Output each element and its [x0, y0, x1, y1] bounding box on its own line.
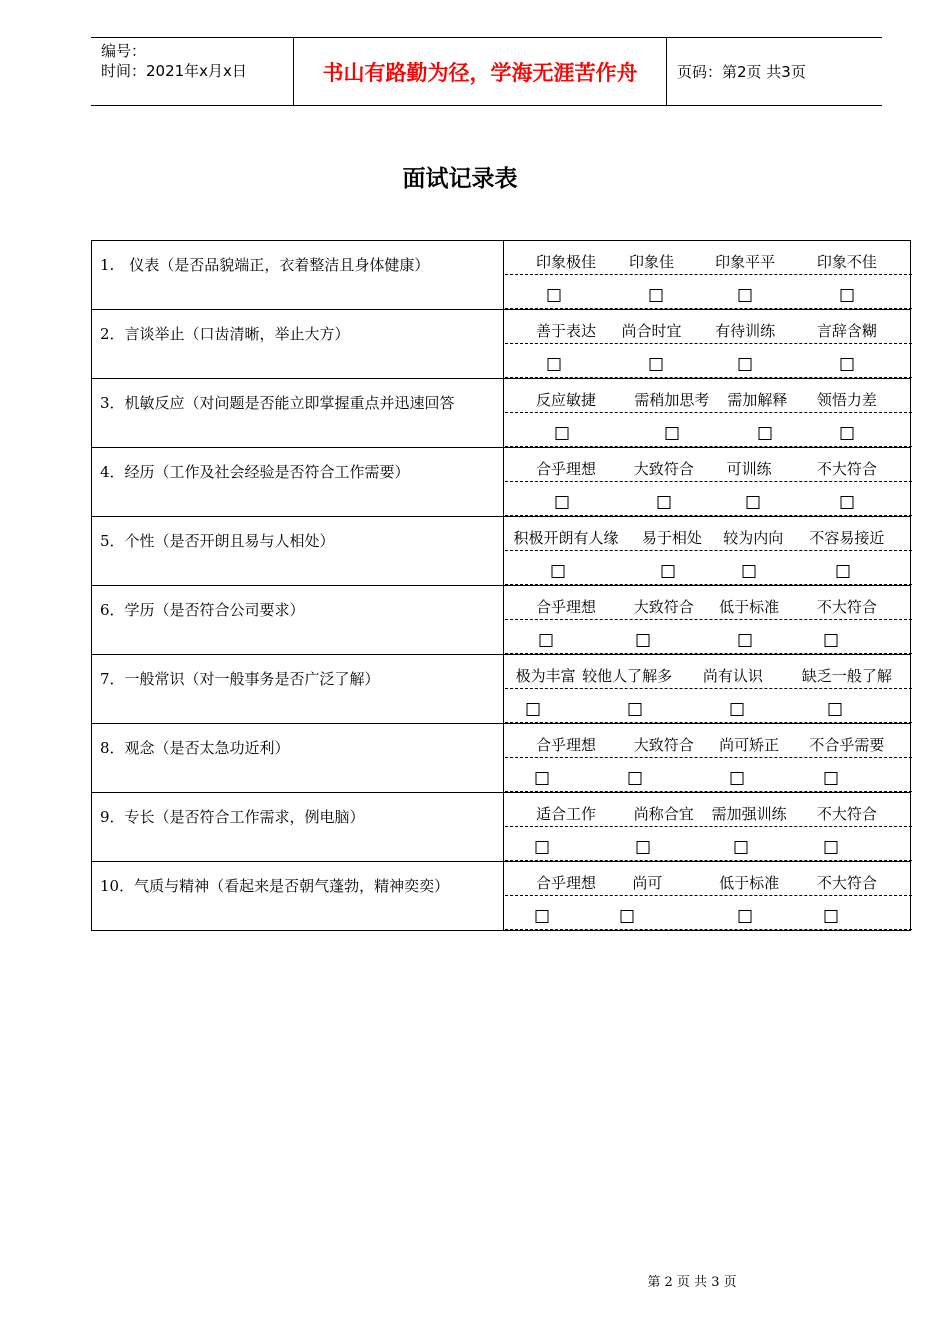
- question-row-7: [91, 655, 911, 724]
- header-meta: [91, 38, 293, 108]
- question-label: 10．气质与精神（看起来是否朝气蓬勃，精神奕奕）: [92, 862, 504, 930]
- question-label: 4．经历（工作及社会经验是否符合工作需要）: [92, 448, 504, 516]
- option-label: 大致符合: [633, 736, 694, 754]
- dashed-divider: [505, 722, 912, 723]
- option-label: 领悟力差: [816, 391, 877, 409]
- option-label: 不大符合: [816, 874, 877, 892]
- option-checkbox[interactable]: [547, 358, 560, 371]
- option-checkbox[interactable]: [637, 841, 650, 854]
- option-checkbox[interactable]: [629, 703, 642, 716]
- option-checkbox[interactable]: [747, 496, 760, 509]
- dashed-divider: [505, 481, 912, 482]
- option-checkbox[interactable]: [739, 634, 752, 647]
- option-checkbox[interactable]: [649, 358, 662, 371]
- question-row-5: [91, 517, 911, 586]
- option-label: 善于表达: [536, 322, 597, 340]
- answer-options: [505, 862, 912, 930]
- option-label: 印象不佳: [816, 253, 877, 271]
- question-label: 8．观念（是否太急功近利）: [92, 724, 504, 792]
- option-checkbox[interactable]: [555, 496, 568, 509]
- option-checkbox[interactable]: [840, 496, 853, 509]
- answer-options: [505, 379, 912, 447]
- dashed-divider: [505, 343, 912, 344]
- option-label: 易于相处: [641, 529, 702, 547]
- option-label: 尚可: [632, 874, 663, 892]
- dashed-divider: [505, 619, 912, 620]
- dashed-divider: [505, 308, 912, 309]
- option-label: 不大符合: [816, 805, 877, 823]
- option-checkbox[interactable]: [661, 565, 674, 578]
- answer-options: [505, 241, 912, 309]
- page-footer: 第 2 页 共 3 页: [647, 1275, 737, 1290]
- option-label: 尚有认识: [702, 667, 763, 685]
- dashed-divider: [505, 653, 912, 654]
- dashed-divider: [505, 929, 912, 930]
- dashed-divider: [505, 895, 912, 896]
- time-label: 时间：2021年x月x日: [101, 62, 247, 80]
- question-row-1: [91, 241, 911, 310]
- question-row-3: [91, 379, 911, 448]
- option-checkbox[interactable]: [739, 910, 752, 923]
- question-label: 2．言谈举止（口齿清晰，举止大方）: [92, 310, 504, 378]
- number-label: 编号：: [101, 42, 147, 60]
- question-row-9: [91, 793, 911, 862]
- question-row-8: [91, 724, 911, 793]
- dashed-divider: [505, 791, 912, 792]
- option-checkbox[interactable]: [828, 703, 841, 716]
- option-label: 大致符合: [633, 598, 694, 616]
- option-checkbox[interactable]: [739, 358, 752, 371]
- dashed-divider: [505, 826, 912, 827]
- option-label: 积极开朗有人缘: [513, 529, 619, 547]
- answer-options: [505, 586, 912, 654]
- option-label: 需加解释: [727, 391, 788, 409]
- option-label: 不容易接近: [809, 529, 885, 547]
- question-row-2: [91, 310, 911, 379]
- answer-options: [505, 655, 912, 723]
- option-label: 印象极佳: [536, 253, 597, 271]
- option-label: 合乎理想: [536, 598, 597, 616]
- option-label: 尚可矫正: [719, 736, 780, 754]
- option-label: 缺乏一般了解: [801, 667, 892, 685]
- dashed-divider: [505, 412, 912, 413]
- option-label: 合乎理想: [536, 460, 597, 478]
- question-row-4: [91, 448, 911, 517]
- option-checkbox[interactable]: [535, 772, 548, 785]
- option-label: 不大符合: [816, 460, 877, 478]
- option-label: 有待训练: [715, 322, 776, 340]
- question-row-6: [91, 586, 911, 655]
- option-checkbox[interactable]: [836, 565, 849, 578]
- option-checkbox[interactable]: [824, 910, 837, 923]
- option-checkbox[interactable]: [743, 565, 756, 578]
- header-motto: 书山有路勤为径，学海无涯苦作舟: [293, 38, 667, 105]
- option-label: 大致符合: [633, 460, 694, 478]
- question-label: 5．个性（是否开朗且易与人相处）: [92, 517, 504, 585]
- option-checkbox[interactable]: [824, 634, 837, 647]
- answer-options: [505, 793, 912, 861]
- dashed-divider: [505, 860, 912, 861]
- option-label: 极为丰富: [515, 667, 576, 685]
- dashed-divider: [505, 688, 912, 689]
- question-label: 6．学历（是否符合公司要求）: [92, 586, 504, 654]
- option-label: 需加强训练: [711, 805, 787, 823]
- option-checkbox[interactable]: [555, 427, 568, 440]
- answer-options: [505, 517, 912, 585]
- option-label: 可训练: [726, 460, 772, 478]
- option-checkbox[interactable]: [535, 841, 548, 854]
- option-checkbox[interactable]: [665, 427, 678, 440]
- question-label: 9．专长（是否符合工作需求，例电脑）: [92, 793, 504, 861]
- question-label: 7．一般常识（对一般事务是否广泛了解）: [92, 655, 504, 723]
- dashed-divider: [505, 274, 912, 275]
- answer-options: [505, 310, 912, 378]
- option-label: 尚合时宜: [621, 322, 682, 340]
- header-page-info: 页码：第2页 共3页: [677, 63, 806, 81]
- option-label: 不大符合: [816, 598, 877, 616]
- option-checkbox[interactable]: [657, 496, 670, 509]
- option-checkbox[interactable]: [840, 289, 853, 302]
- option-label: 印象佳: [629, 253, 675, 271]
- answer-options: [505, 448, 912, 516]
- option-checkbox[interactable]: [547, 289, 560, 302]
- option-label: 适合工作: [536, 805, 597, 823]
- dashed-divider: [505, 377, 912, 378]
- option-checkbox[interactable]: [539, 634, 552, 647]
- dashed-divider: [505, 550, 912, 551]
- option-label: 需稍加思考: [634, 391, 710, 409]
- option-label: 较为内向: [723, 529, 784, 547]
- option-checkbox[interactable]: [739, 289, 752, 302]
- option-label: 不合乎需要: [809, 736, 885, 754]
- option-checkbox[interactable]: [824, 841, 837, 854]
- option-checkbox[interactable]: [535, 910, 548, 923]
- option-checkbox[interactable]: [629, 772, 642, 785]
- option-label: 言辞含糊: [816, 322, 877, 340]
- dashed-divider: [505, 584, 912, 585]
- answer-options: [505, 724, 912, 792]
- option-label: 合乎理想: [536, 736, 597, 754]
- option-checkbox[interactable]: [621, 910, 634, 923]
- option-checkbox[interactable]: [637, 634, 650, 647]
- option-checkbox[interactable]: [735, 841, 748, 854]
- question-row-10: [91, 862, 911, 931]
- option-label: 较他人了解多: [582, 667, 673, 685]
- option-checkbox[interactable]: [824, 772, 837, 785]
- option-label: 印象平平: [715, 253, 776, 271]
- option-checkbox[interactable]: [730, 703, 743, 716]
- option-label: 低于标准: [719, 598, 780, 616]
- document-header: [91, 37, 882, 106]
- option-checkbox[interactable]: [649, 289, 662, 302]
- option-label: 低于标准: [719, 874, 780, 892]
- option-checkbox[interactable]: [730, 772, 743, 785]
- option-label: 尚称合宜: [633, 805, 694, 823]
- option-label: 反应敏捷: [536, 391, 597, 409]
- dashed-divider: [505, 446, 912, 447]
- option-checkbox[interactable]: [551, 565, 564, 578]
- dashed-divider: [505, 515, 912, 516]
- dashed-divider: [505, 757, 912, 758]
- page-title: 面试记录表: [402, 166, 518, 192]
- option-checkbox[interactable]: [840, 427, 853, 440]
- option-checkbox[interactable]: [759, 427, 772, 440]
- option-checkbox[interactable]: [527, 703, 540, 716]
- question-label: 1. 仪表（是否品貌端正，衣着整洁且身体健康）: [92, 241, 504, 309]
- option-checkbox[interactable]: [840, 358, 853, 371]
- option-label: 合乎理想: [536, 874, 597, 892]
- question-label: 3．机敏反应（对问题是否能立即掌握重点并迅速回答: [92, 379, 504, 447]
- interview-form-table: [91, 240, 911, 931]
